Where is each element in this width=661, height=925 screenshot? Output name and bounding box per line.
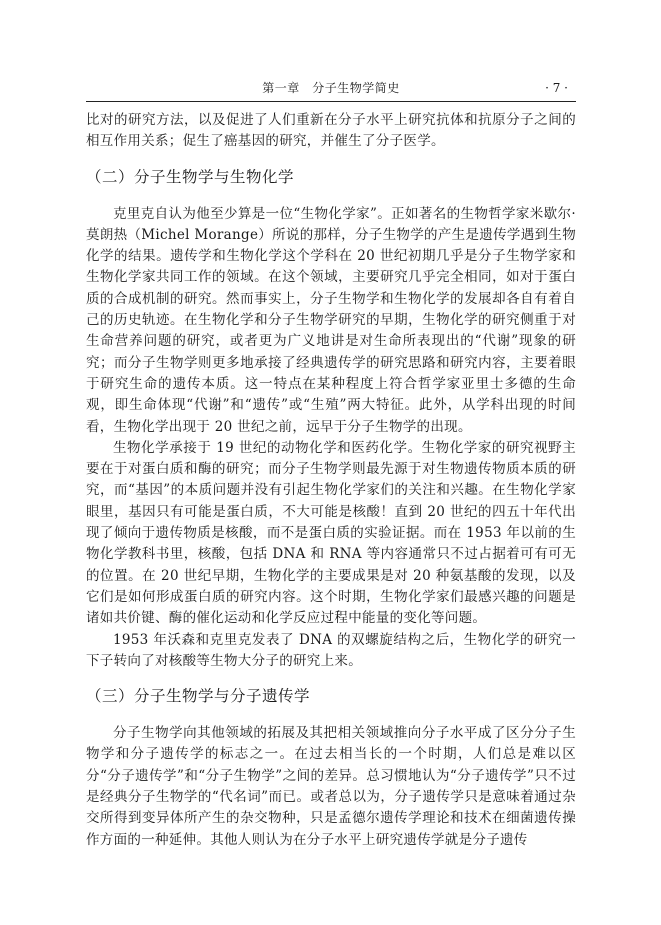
intro-paragraph: 比对的研究方法，以及促进了人们重新在分子水平上研究抗体和抗原分子之间的相互作用关系；促生了癌基因的研究，并催生了分子医学。 bbox=[86, 112, 576, 150]
page-body bbox=[86, 110, 576, 851]
section-2-paragraph-1: 克里克自认为他至少算是一位“生物化学家”。正如著名的生物哲学家米歇尔·莫朗热（Michel Morange）所说的那样，分子生物学的产生是遗传学遇到生物化学的结果。遗传学和生物化学这个学科在 20 世纪初期几乎是分子生物学家和生物化学家共同工作的领域。在这个领域，主要研究几乎完全相同，如对于蛋白质的合成机制的研究。然而事实上，分子生物学和生物化学的发展却各自有着自己的历史轨迹。在生物化学和分子生物学研究的早期，生物化学的研究侧重于对生命营养问题的研究，或者更为广义地讲是对生命所表现出的“代谢”现象的研究；而分子生物学则更多地承接了经典遗传学的研究思路和研究内容，主要着眼于研究生命的遗传本质。这一特点在某种程度上符合哲学家亚里士多德的生命观，即生命体现“代谢”和“遗传”或“生殖”两大特征。此外，从学科出现的时间看，生物化学出现于 20 世纪之前，远早于分子生物学的出现。 bbox=[86, 205, 576, 435]
section-2-paragraph-3: 1953 年沃森和克里克发表了 DNA 的双螺旋结构之后，生物化学的研究一下子转向了对核酸等生物大分子的研究上来。 bbox=[86, 631, 576, 669]
section-2-paragraph-2: 生物化学承接于 19 世纪的动物化学和医药化学。生物化学家的研究视野主要在于对蛋白质和酶的研究；而分子生物学则最先源于对生物遗传物质本质的研究，而“基因”的本质问题并没有引起生物化学家们的关注和兴趣。在生物化学家眼里，基因只有可能是蛋白质，不大可能是核酸！直到 20 世纪的四五十年代出现了倾向于遗传物质是核酸，而不是蛋白质的实验证据。而在 1953 年以前的生物化学教科书里，核酸，包括 DNA 和 RNA 等内容通常只不过占据着可有可无的位置。在 20 世纪早期，生物化学的主要成果是对 20 种氨基酸的发现，以及它们是如何形成蛋白质的研究内容。这个时期，生物化学家们最感兴趣的问题是诸如共价键、酶的催化运动和化学反应过程中能量的变化等问题。 bbox=[86, 439, 576, 627]
chapter-title: 第一章 分子生物学简史 bbox=[262, 81, 400, 95]
running-header bbox=[86, 79, 576, 102]
page-number: · 7 · bbox=[545, 81, 568, 95]
section-3-heading: （三）分子生物学与分子遗传学 bbox=[86, 687, 311, 706]
section-3-paragraph-1: 分子生物学向其他领域的拓展及其把相关领域推向分子水平成了区分分子生物学和分子遗传学的标志之一。在过去相当长的一个时期，人们总是难以区分“分子遗传学”和“分子生物学”之间的差异。总习惯地认为“分子遗传学”只不过是经典分子生物学的“代名词”而已。或者总以为，分子遗传学只是意味着通过杂交所得到变异体所产生的杂交物种，只是孟德尔遗传学理论和技术在细菌遗传操作方面的一种延伸。其他人则认为在分子水平上研究遗传学就是分子遗传 bbox=[86, 725, 576, 848]
section-2-heading: （二）分子生物学与生物化学 bbox=[86, 167, 295, 186]
